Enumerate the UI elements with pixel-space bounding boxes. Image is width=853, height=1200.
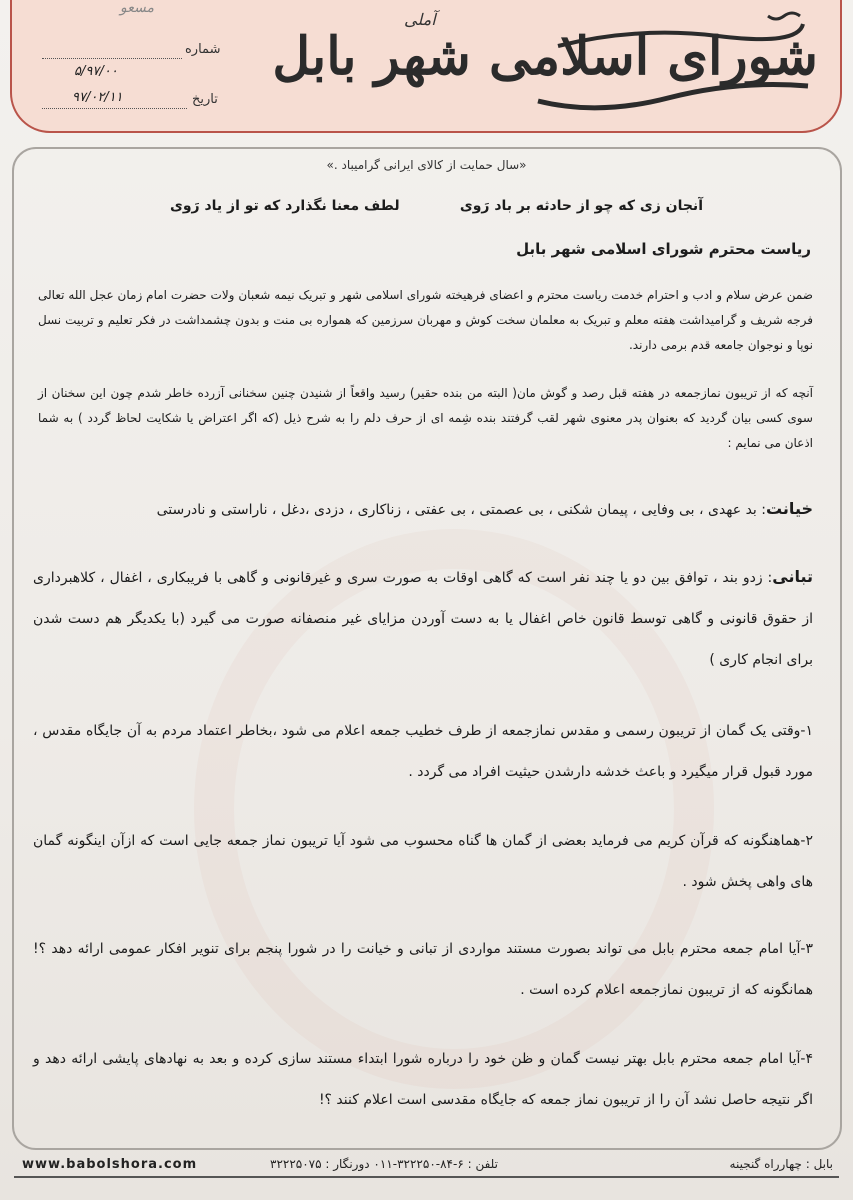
- address: بابل : چهارراه گنجینه: [729, 1157, 833, 1171]
- point-3: ۳-آیا امام جمعه محترم بابل می تواند بصورت مستند مواردی از تبانی و خیانت را در شورا پنجم برای تنویر افکار عمومی ارائه دهد ؟! همانگونه که از تریبون نمازجمعه اعلام کرده است .: [33, 941, 813, 998]
- verse-left: لطف معنا نگذارد که تو از یاد رَوی: [170, 198, 400, 214]
- date-line: [42, 108, 187, 109]
- context-paragraph: آنچه که از تریبون نمازجمعه در هفته قبل رصد و گوش مان( البته من بنده حقیر) رسید واقعاً از شنیدن چنین سخنانی آزرده خاطر شدم چون این سخنان از سوی کسی بیان گردید که بعنوان پدر معنوی شهر لقب گرفتند بنده شِمه ای از حرف دلم را به شرح ذیل (که اگر اعتراض یا شکایت لحاظ گردد ) به شما اذعان می نمایم :: [38, 386, 813, 450]
- letterhead: [10, 0, 842, 133]
- definition-betrayal: [33, 488, 813, 531]
- term-betrayal: خیانت: [765, 499, 813, 518]
- definition-betrayal-text: : بد عهدی ، بی وفایی ، پیمان شکنی ، بی عصمتی ، بی عفتی ، زناکاری ، دزدی ،دغل ، ناراستی و نادرستی: [156, 502, 766, 518]
- term-collusion: تبانی: [772, 567, 813, 586]
- intro-paragraph: ضمن عرض سلام و ادب و احترام خدمت ریاست محترم و اعضای فرهیخته شورای اسلامی شهر و تبریک نیمه شعبان ولات حضرت امام زمان عجل الله تعالی فرجه شریف و گرامیداشت هفته معلم و تبریک به معلمان سخت کوش و مهربان سرزمین که همواره بی منت و بدون چشمداشت در فکر تعلیم و تربیت نسل نوپا و نوجوان جامعه قدم برمی دارند.: [38, 288, 813, 352]
- corner-stamp: مسعو: [120, 0, 154, 16]
- definition-collusion-text: : زدو بند ، توافق بین دو یا چند نفر است که گاهی اوقات به صورت سری و غیرقانونی و گاهی با فریبکاری ، اغفال ، کلاهبرداری از حقوق قانونی و گاهی توسط قانون خاص اغفال یا به دست آوردن مزایای غیر منصفانه صورت می گیرد (با یکدیگر هم دست شدن برای انجام کاری ): [33, 570, 813, 668]
- website-link[interactable]: www.babolshora.com: [22, 1157, 198, 1172]
- date-label: تاریخ: [192, 92, 218, 107]
- point-1: ۱-وقتی یک گمان از تریبون رسمی و مقدس نمازجمعه از طرف خطیب جمعه اعلام می شود ،بخاطر اعتماد مردم به آن جایگاه مقدس ، مورد قبول قرار میگیرد و باعث خدشه دارشدن حیثیت افراد می گردد .: [33, 723, 813, 780]
- logo-text: شورای اسلامی شهر بابل: [272, 26, 818, 87]
- number-label: شماره: [185, 42, 221, 57]
- point-4: ۴-آیا امام جمعه محترم بابل بهتر نیست گمان و ظن خود را درباره شورا ابتداء مستند سازی کرده و بعد به نهادهای پایشی ارائه دهد و اگر نتیجه حاصل نشد آن را از تریبون نماز جمعه که جایگاه مقدسی است اعلام کنند ؟!: [33, 1051, 813, 1108]
- contact-info: تلفن : ۶-۸۴-۳۲۲۲۵۰-۰۱۱ دورنگار : ۳۲۲۲۵۰۷۵: [270, 1157, 498, 1171]
- year-motto: «سال حمایت از کالای ایرانی گرامیباد .»: [326, 158, 527, 172]
- handwritten-note: آملی: [404, 10, 436, 29]
- number-value: ۵/۹۷/۰۰: [74, 64, 118, 79]
- number-line: [42, 58, 182, 59]
- point-2: ۲-هماهنگونه که قرآن کریم می فرماید بعضی از گمان ها گناه محسوب می شود آیا تریبون نماز جمعه جایی است که ازآن اینگونه گمان های واهی پخش شود .: [33, 833, 813, 890]
- verse-right: آنجان زی که چو از حادثه بر باد رَوی: [459, 198, 703, 214]
- footer-divider: [14, 1176, 839, 1178]
- recipient-line: ریاست محترم شورای اسلامی شهر بابل: [516, 240, 811, 258]
- definition-collusion: [33, 556, 813, 681]
- date-value: ۹۷/۰۲/۱۱: [72, 90, 123, 105]
